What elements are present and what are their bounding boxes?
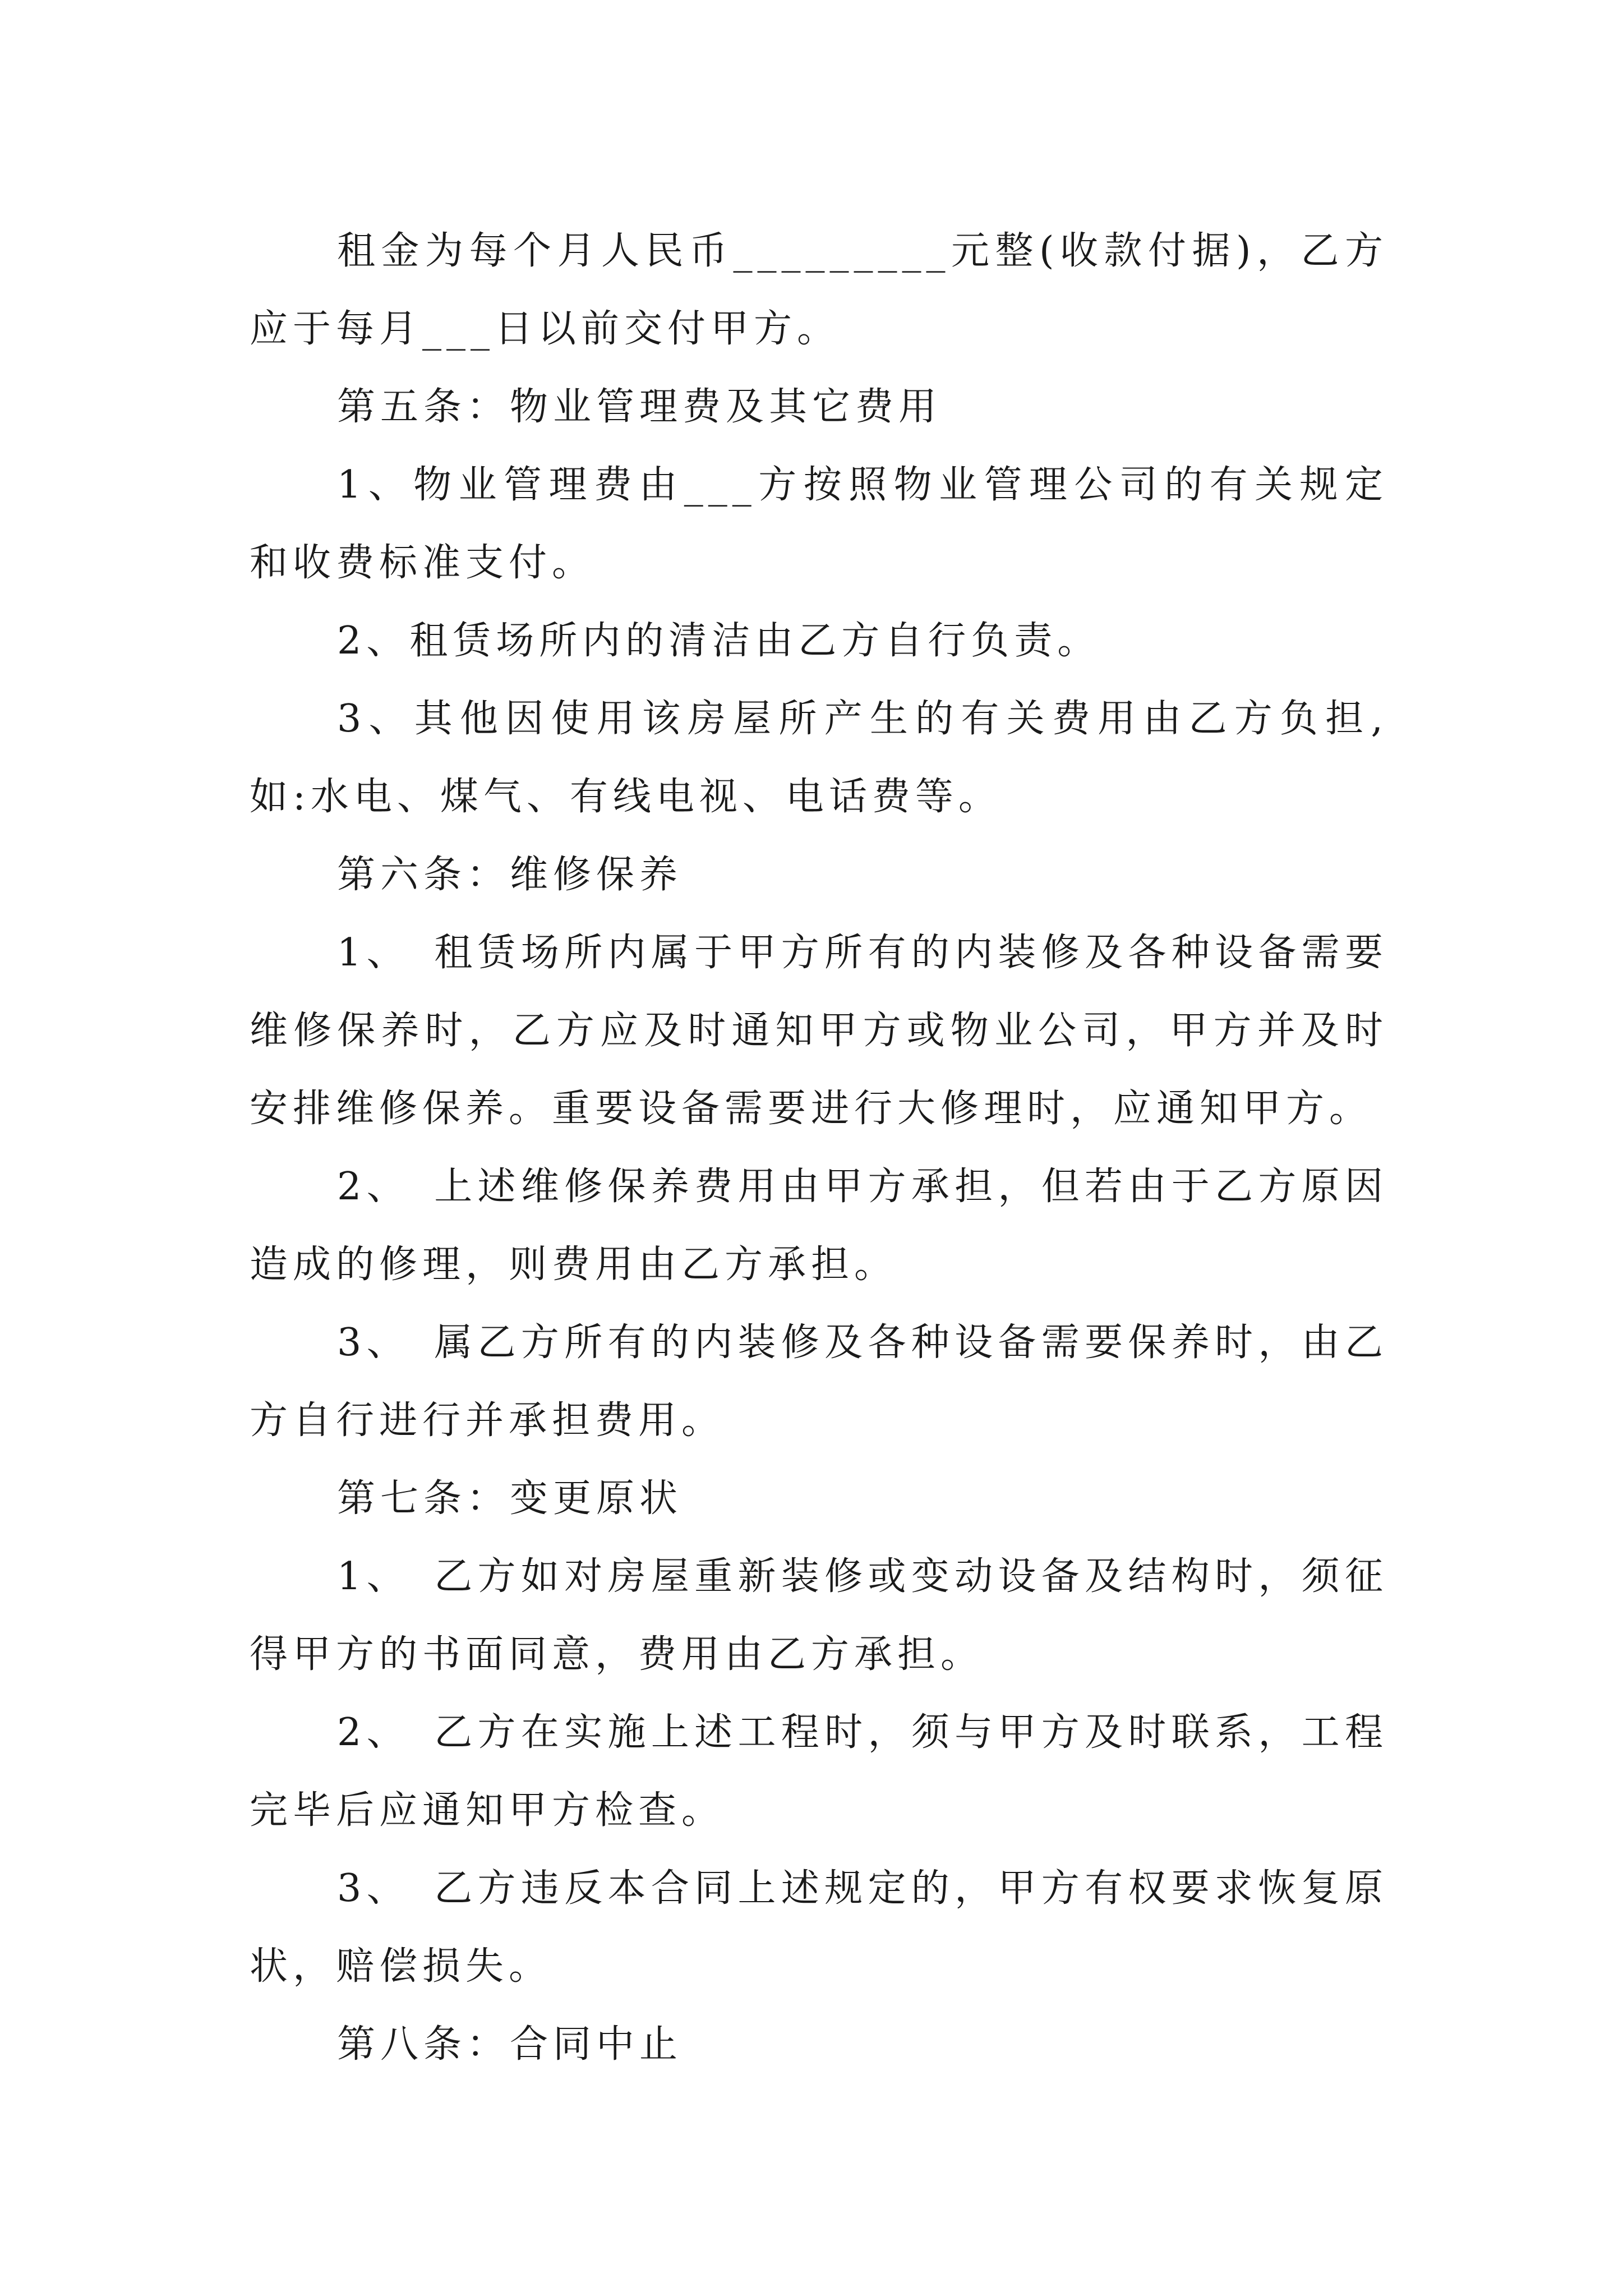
paragraph-7-3: 3、 乙方违反本合同上述规定的，甲方有权要求恢复原状，赔偿损失。 [250, 1866, 1388, 1989]
paragraph-6-3: 3、 属乙方所有的内装修及各种设备需要保养时，由乙方自行进行并承担费用。 [250, 1320, 1388, 1443]
document-body [250, 212, 1388, 2083]
paragraph-7-1: 1、 乙方如对房屋重新装修或变动设备及结构时，须征得甲方的书面同意，费用由乙方承担。 [250, 1554, 1388, 1677]
paragraph-6-2: 2、 上述维修保养费用由甲方承担，但若由于乙方原因造成的修理，则费用由乙方承担。 [250, 1165, 1388, 1287]
heading-article-5: 第五条：物业管理费及其它费用 [337, 385, 942, 429]
paragraph-rent-amount: 租金为每个月人民币_________元整(收款付据)，乙方应于每月___日以前交付甲方。 [250, 229, 1388, 351]
paragraph-5-3: 3、其他因使用该房屋所产生的有关费用由乙方负担,如:水电、煤气、有线电视、电话费等。 [250, 697, 1388, 819]
heading-article-8: 第八条：合同中止 [337, 2022, 683, 2067]
heading-article-7: 第七条：变更原状 [337, 1476, 683, 1521]
heading-article-6: 第六条：维修保养 [337, 853, 683, 897]
paragraph-5-1: 1、物业管理费由___方按照物业管理公司的有关规定和收费标准支付。 [250, 463, 1388, 585]
paragraph-7-2: 2、 乙方在实施上述工程时，须与甲方及时联系，工程完毕后应通知甲方检查。 [250, 1710, 1388, 1833]
paragraph-5-2: 2、租赁场所内的清洁由乙方自行负责。 [337, 619, 1101, 663]
paragraph-6-1: 1、 租赁场所内属于甲方所有的内装修及各种设备需要维修保养时，乙方应及时通知甲方或物业公司，甲方并及时安排维修保养。重要设备需要进行大修理时，应通知甲方。 [250, 931, 1388, 1131]
